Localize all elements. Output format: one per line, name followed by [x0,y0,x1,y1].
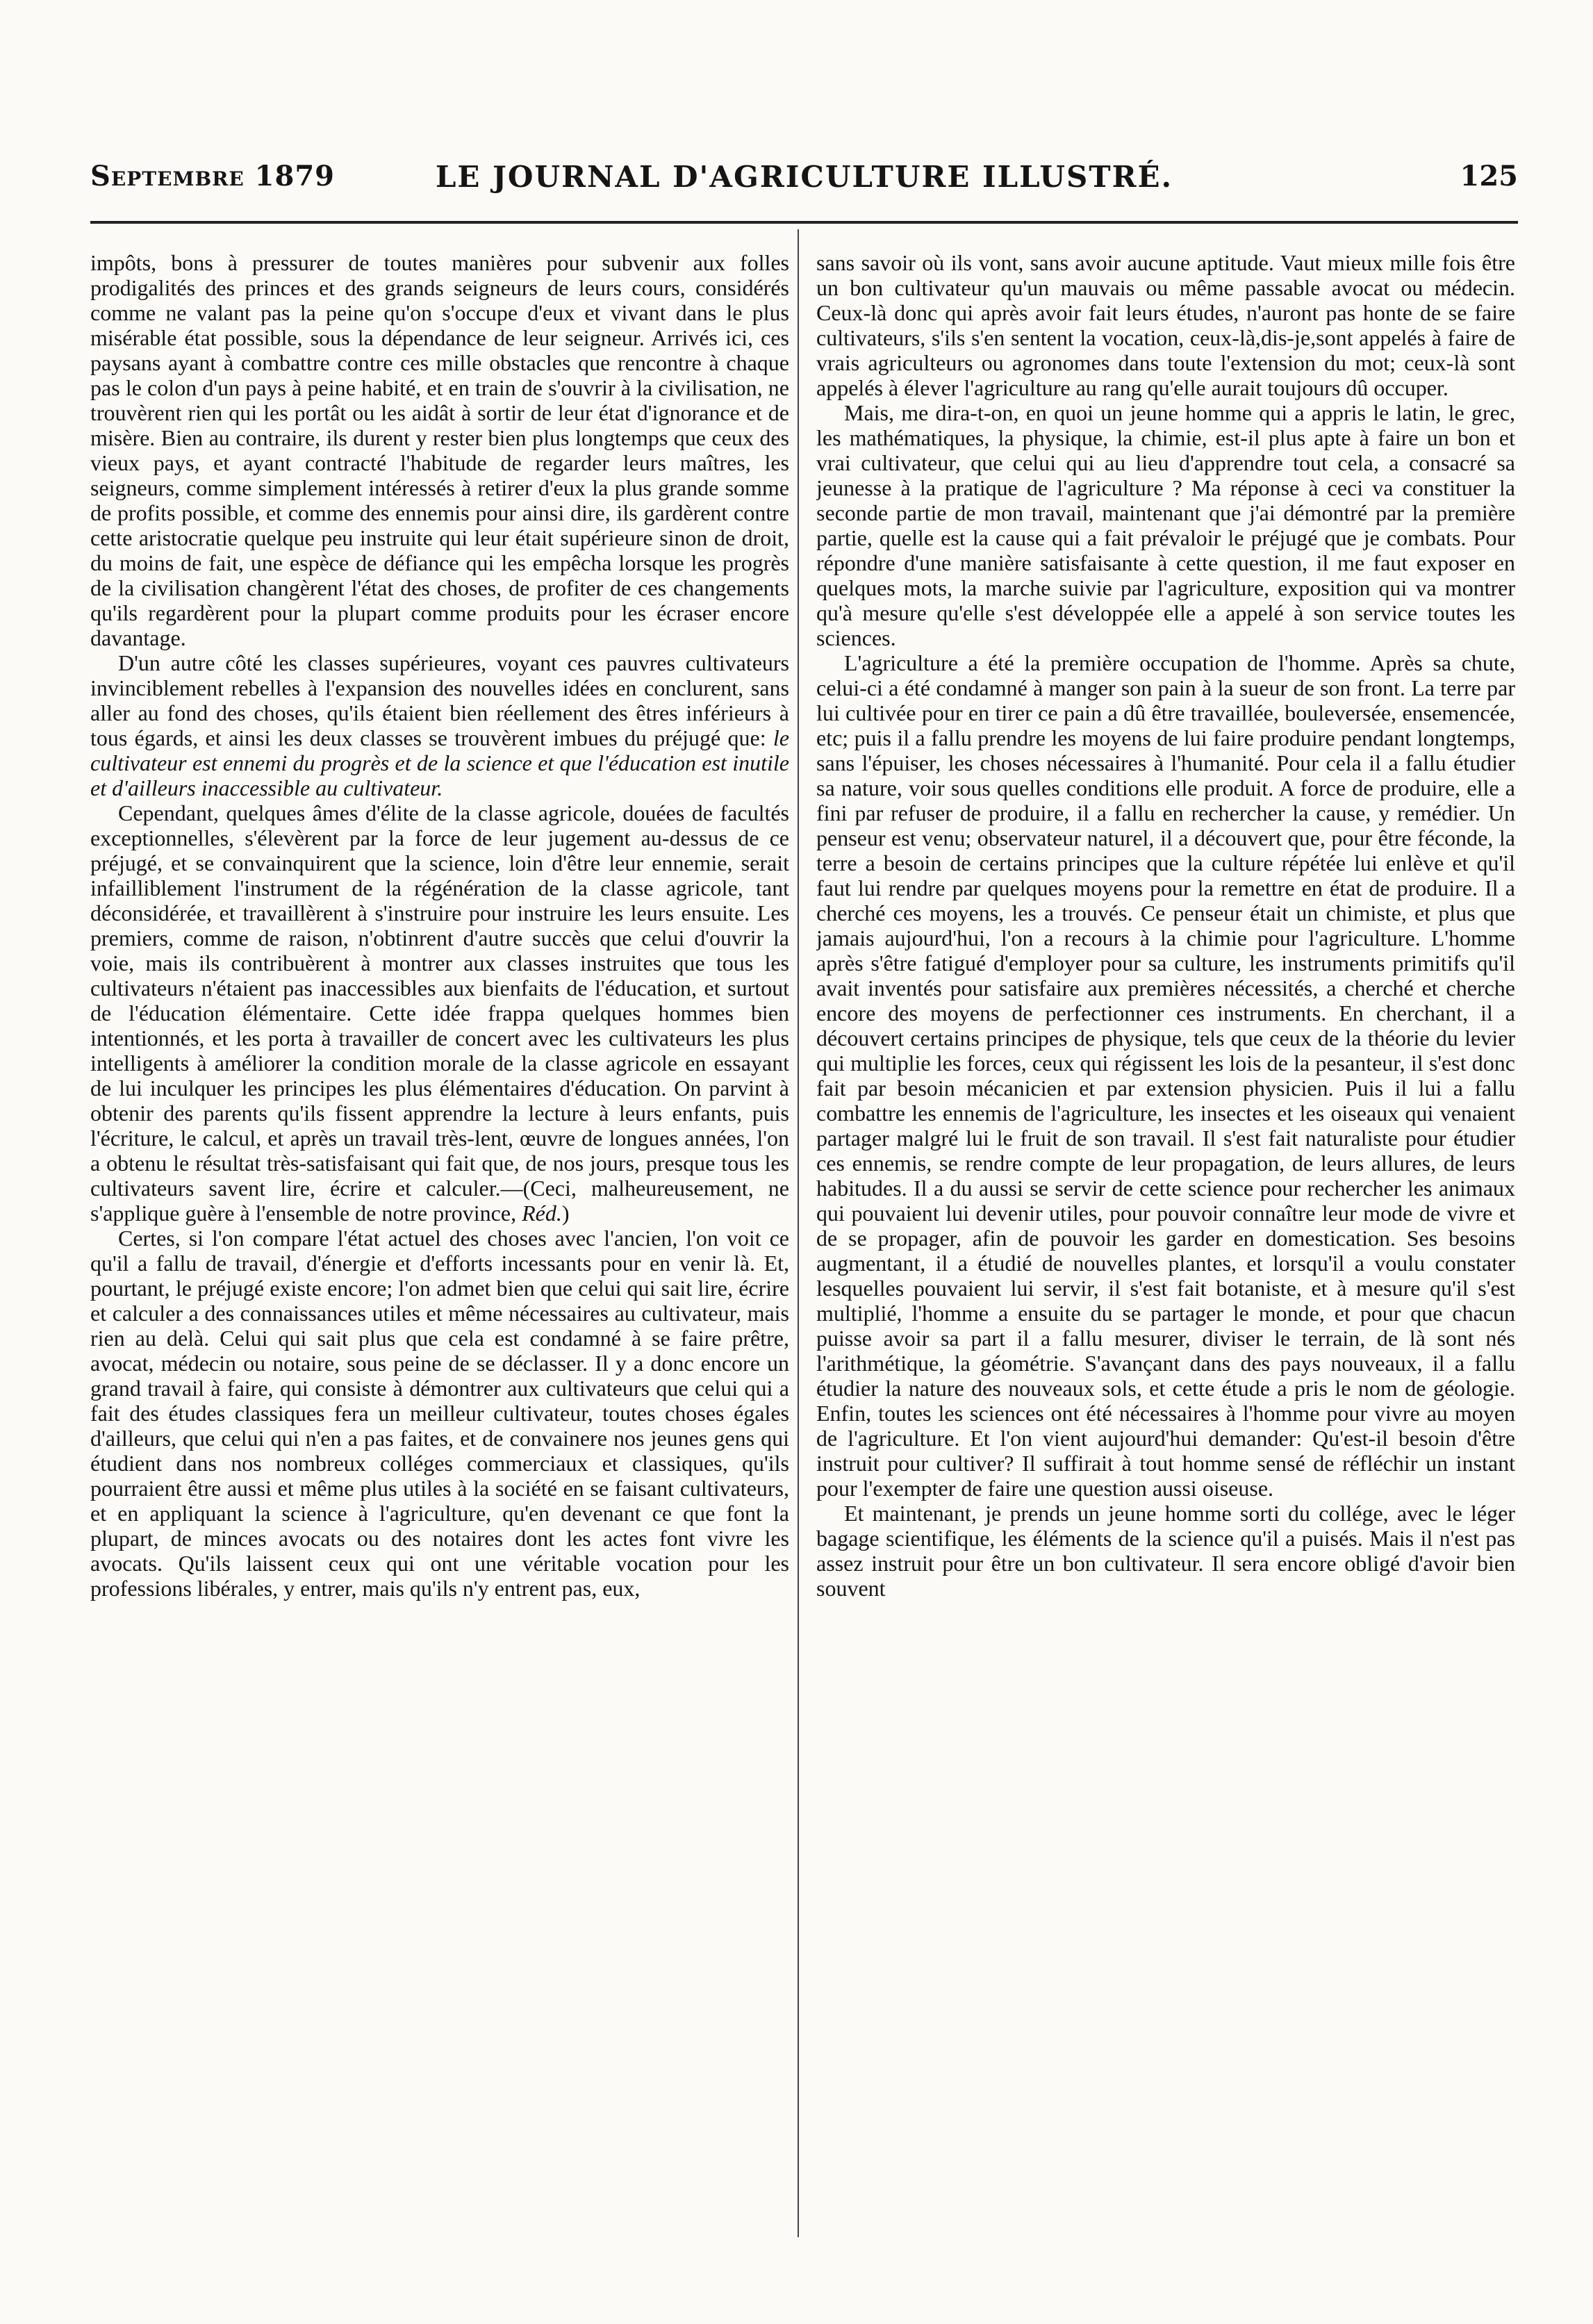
paragraph [90,650,789,800]
editor-note: Réd. [522,1201,562,1226]
right-column [816,250,1515,2244]
paragraph [90,800,789,1226]
paragraph: Mais, me dira-t-on, en quoi un jeune homme qui a appris le latin, le grec, les mathématiques, la physique, la chimie, est-il plus apte à faire un bon et vrai cultivateur, que celui qui au lieu d'apprendre tout cela, a consacré sa jeunesse à la pratique de l'agriculture ? Ma réponse à ceci va constituer la seconde partie de mon travail, maintenant que j'ai démontré par la première partie, quelle est la cause qui a fait prévaloir le préjugé que je combats. Pour répondre d'une manière satisfaisante à cette question, il me faut exposer en quelques mots, la marche suivie par l'agriculture, exposition qui va montrer qu'à mesure qu'elle s'est développée elle a appelé à son service toutes les sciences. [816,400,1515,650]
column-divider [798,229,799,2237]
paragraph-text: Cependant, quelques âmes d'élite de la classe agricole, douées de facultés exceptionnelles, s'élevèrent par la force de leur jugement au-dessus de ce préjugé, et se convainquirent que la science, loin d'être leur ennemie, serait infailliblement l'instrument de la régénération de la classe agricole, tant déconsidérée, et travaillèrent à s'instruire pour instruire les leurs ensuite. Les premiers, comme de raison, n'obtinrent d'autre succès que celui d'ouvrir la voie, mais ils contribuèrent à montrer aux classes instruites que tous les cultivateurs n'étaient pas inaccessibles aux bienfaits de l'éducation, et surtout de l'éducation élémentaire. Cette idée frappa quelques hommes bien intentionnés, et les porta à travailler de concert avec les cultivateurs les plus intelligents à améliorer la condition morale de la classe agricole en essayant de lui inculquer les principes les plus élémentaires d'éducation. On parvint à obtenir des parents qu'ils fissent apprendre la lecture à leurs enfants, puis l'écriture, le calcul, et après un travail très-lent, œuvre de longues années, l'on a obtenu le résultat très-satisfaisant qui fait que, de nos jours, presque tous les cultivateurs savent lire, écrire et calculer.—(Ceci, malheureusement, ne s'applique guère à l'ensemble de notre province, [90,800,789,1226]
italic-quote: le cultivateur est ennemi du progrès et de la science et que l'éducation est inutile et d'ailleurs inaccessible au cultivateur. [90,725,789,800]
page-header [90,160,1518,208]
journal-title: LE JOURNAL D'AGRICULTURE ILLUSTRÉ. [435,160,1173,194]
page-number: 125 [1460,160,1518,192]
left-column [90,250,789,2244]
paragraph: Certes, si l'on compare l'état actuel des choses avec l'ancien, l'on voit ce qu'il a fallu de travail, d'énergie et d'efforts incessants pour en venir là. Et, pourtant, le préjugé existe encore; l'on admet bien que celui qui sait lire, écrire et calculer a des connaissances utiles et même nécessaires au cultivateur, mais rien au delà. Celui qui sait plus que cela est condamné à se faire prêtre, avocat, médecin ou notaire, sous peine de se déclasser. Il y a donc encore un grand travail à faire, qui consiste à démontrer aux cultivateurs que celui qui a fait des études classiques fera un meilleur cultivateur, toutes choses égales d'ailleurs, que celui qui n'en a pas faites, et de convainere nos jeunes gens qui étudient dans nos nombreux colléges commerciaux et classiques, qu'ils pourraient être aussi et même plus utiles à la société en se faisant cultivateurs, et en appliquant la science à l'agriculture, qu'en devenant ce que font la plupart, de minces avocats ou des notaires dont les actes font vivre les avocats. Qu'ils laissent ceux qui ont une véritable vocation pour les professions libérales, y entrer, mais qu'ils n'y entrent pas, eux, [90,1226,789,1601]
paragraph-end: ) [561,1201,570,1226]
paragraph: sans savoir où ils vont, sans avoir aucune aptitude. Vaut mieux mille fois être un bon cultivateur qu'un mauvais ou même passable avocat ou médecin. Ceux-là donc qui après avoir fait leurs études, n'auront pas honte de se faire cultivateurs, s'ils s'en sentent la vocation, ceux-là,dis-je,sont appelés à faire de vrais agriculteurs ou agronomes dans toute l'extension du mot; ceux-là sont appelés à élever l'agriculture au rang qu'elle aurait toujours dû occuper. [816,250,1515,400]
paragraph-text: D'un autre côté les classes supérieures, voyant ces pauvres cultivateurs invinciblement rebelles à l'expansion des nouvelles idées en conclurent, sans aller au fond des choses, qu'ils étaient bien réellement des êtres inférieurs à tous égards, et ainsi les deux classes se trouvèrent imbues du préjugé que: [90,650,789,750]
paragraph: L'agriculture a été la première occupation de l'homme. Après sa chute, celui-ci a été condamné à manger son pain à la sueur de son front. La terre par lui cultivée pour en tirer ce pain a dû être travaillée, bouleversée, ensemencée, etc; puis il a fallu prendre les moyens de lui faire produire pendant longtemps, sans l'épuiser, les choses nécessaires à l'humanité. Pour cela il a fallu étudier sa nature, voir sous quelles conditions elle produit. A force de produire, elle a fini par refuser de produire, il a fallu en rechercher la cause, y remédier. Un penseur est venu; observateur naturel, il a découvert que, pour être féconde, la terre a besoin de certains principes que la culture répétée lui enlève et qu'il faut lui rendre par quelques moyens pour la remettre en état de produire. Il a cherché ces moyens, les a trouvés. Ce penseur était un chimiste, et plus que jamais aujourd'hui, l'on a recours à la chimie pour l'agriculture. L'homme après s'être fatigué d'employer pour sa culture, les instruments primitifs qu'il avait inventés pour satisfaire aux premières nécessités, a cherché et cherche encore des moyens de perfectionner ces instruments. En cherchant, il a découvert certains principes de physique, tels que ceux de la théorie du levier qui multiplie les forces, ceux qui régissent les lois de la pesanteur, il s'est donc fait par besoin mécanicien et par extension physicien. Puis il lui a fallu combattre les ennemis de l'agriculture, les insectes et les oiseaux qui venaient partager malgré lui le fruit de son travail. Il s'est fait naturaliste pour étudier ces ennemis, se rendre compte de leur propagation, de leurs allures, de leurs habitudes. Il a du aussi se servir de cette science pour rechercher les animaux qui pouvaient lui devenir utiles, pour pouvoir connaître leur mode de vivre et de se propager, afin de pouvoir les garder en domestication. Ses besoins augmentant, il a étudié de nouvelles plantes, et lorsqu'il a voulu constater lesquelles pouvaient lui servir, il s'est fait botaniste, et à mesure qu'il s'est multiplié, l'homme a ensuite du se partager le monde, et pour que chacun puisse avoir sa part il a fallu mesurer, diviser le terrain, de là sont nés l'arithmétique, la géométrie. S'avançant dans des pays nouveaux, il a fallu étudier la nature des nouveaux sols, et cette étude a pris le nom de géologie. Enfin, toutes les sciences ont été nécessaires à l'homme pour vivre au moyen de l'agriculture. Et l'on vient aujourd'hui demander: Qu'est-il besoin d'être instruit pour cultiver? Il suffirait à tout homme sensé de réfléchir un instant pour l'exempter de faire une question aussi oiseuse. [816,650,1515,1501]
header-date: Septembre 1879 [90,160,335,192]
paragraph: Et maintenant, je prends un jeune homme sorti du collége, avec le léger bagage scientifique, les éléments de la science qu'il a puisés. Mais il n'est pas assez instruit pour être un bon cultivateur. Il sera encore obligé d'avoir bien souvent [816,1501,1515,1601]
header-rule [90,221,1518,224]
paragraph: impôts, bons à pressurer de toutes manières pour subvenir aux folles prodigalités des princes et des grands seigneurs de leurs cours, considérés comme ne valant pas la peine qu'on s'occupe d'eux et vivant dans le plus misérable état possible, sous la dépendance de leur seigneur. Arrivés ici, ces paysans ayant à combattre contre ces mille obstacles que rencontre à chaque pas le colon d'un pays à peine habité, et en train de s'ouvrir à la civilisation, ne trouvèrent rien qui les portât ou les aidât à sortir de leur état d'ignorance et de misère. Bien au contraire, ils durent y rester bien plus longtemps que ceux des vieux pays, et ayant contracté l'habitude de regarder leurs maîtres, les seigneurs, comme simplement intéressés à retirer d'eux la plus grande somme de profits possible, et comme des ennemis pour ainsi dire, ils gardèrent contre cette aristocratie quelque peu instruite qui leur était supérieure sinon de droit, du moins de fait, une espèce de défiance qui les empêcha lorsque les progrès de la civilisation changèrent l'état des choses, de profiter de ces changements qu'ils regardèrent pour la plupart comme produits pour les écraser encore davantage. [90,250,789,650]
